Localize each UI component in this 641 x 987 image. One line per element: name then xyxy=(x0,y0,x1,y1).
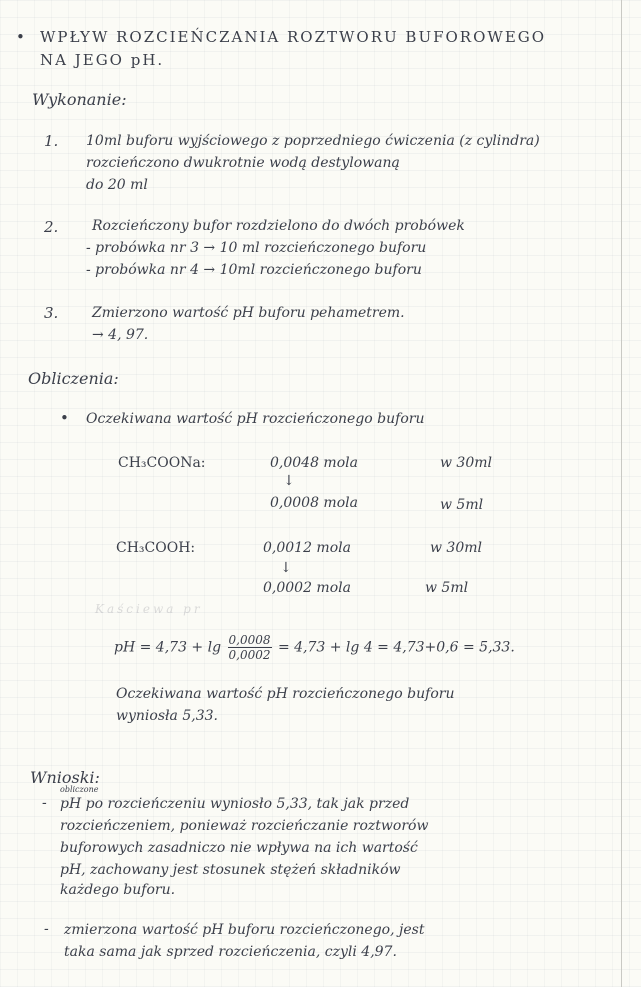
step-1-line: do 20 ml xyxy=(86,177,148,193)
conclusion-1-line: pH, zachowany jest stosunek stężeń składników xyxy=(60,862,401,878)
step-3-line: → 4, 97. xyxy=(92,327,149,343)
conclusion-2-line: taka sama jak sprzed rozcieńczenia, czyli 4,97. xyxy=(64,944,397,960)
conclusion-1-line: buforowych zasadniczo nie wpływa na ich wartość xyxy=(60,840,418,856)
ch3cooh-mol2: 0,0002 mola xyxy=(263,580,351,596)
step-3-number: 3. xyxy=(44,304,59,322)
section-header-obliczenia: Obliczenia: xyxy=(28,369,119,388)
ch3cooh-label: CH₃COOH: xyxy=(116,540,196,556)
ch3coona-label: CH₃COONa: xyxy=(118,455,206,471)
ph-equation xyxy=(114,634,515,661)
equation-right: = 4,73 + lg 4 = 4,73+0,6 = 5,33. xyxy=(277,639,515,656)
ch3cooh-arrow: ↓ xyxy=(280,560,292,576)
conclusion-2-line: zmierzona wartość pH buforu rozcieńczonego, jest xyxy=(64,922,425,938)
conclusion-1-dash: - xyxy=(42,795,47,811)
inserted-word-superscript: obliczone xyxy=(60,785,99,794)
step-1-line: rozcieńczono dwukrotnie wodą destylowaną xyxy=(86,155,400,171)
page-title-line1: WPŁYW ROZCIEŃCZANIA ROZTWORU BUFOROWEGO xyxy=(40,28,547,46)
expected-result-line2: wyniosła 5,33. xyxy=(116,708,218,724)
margin-line xyxy=(621,0,622,987)
ch3cooh-vol1: w 30ml xyxy=(430,540,483,556)
fraction-denominator: 0,0002 xyxy=(228,648,271,662)
step-1-number: 1. xyxy=(44,132,59,150)
expected-result-line1: Oczekiwana wartość pH rozcieńczonego buforu xyxy=(116,686,455,702)
ch3coona-arrow: ↓ xyxy=(283,473,295,489)
conclusion-2-dash: - xyxy=(44,921,49,937)
ch3coona-vol1: w 30ml xyxy=(440,455,493,471)
bullet-dot: • xyxy=(60,409,69,427)
step-2-number: 2. xyxy=(44,218,59,236)
ch3coona-vol2: w 5ml xyxy=(440,497,484,513)
fraction-numerator: 0,0008 xyxy=(228,633,271,647)
conclusion-1-line: pH po rozcieńczeniu wyniosło 5,33, tak jak przed xyxy=(60,796,410,812)
step-1-line: 10ml buforu wyjściowego z poprzedniego ćwiczenia (z cylindra) xyxy=(86,133,540,149)
step-2-line: Rozcieńczony bufor rozdzielono do dwóch probówek xyxy=(92,218,465,234)
ch3coona-mol1: 0,0048 mola xyxy=(270,455,358,471)
conclusion-1-line: każdego buforu. xyxy=(60,882,176,898)
page-title-line2: NA JEGO pH. xyxy=(40,51,165,69)
equation-fraction xyxy=(228,634,272,661)
bleed-through-text: Kaściewa pr xyxy=(95,602,203,616)
step-3-line: Zmierzono wartość pH buforu pehametrem. xyxy=(92,305,405,321)
title-bullet: • xyxy=(16,28,27,46)
step-2-line: - probówka nr 3 → 10 ml rozcieńczonego buforu xyxy=(86,240,427,256)
ch3coona-mol2: 0,0008 mola xyxy=(270,495,358,511)
section-header-wykonanie: Wykonanie: xyxy=(32,90,127,109)
step-2-line: - probówka nr 4 → 10ml rozcieńczonego buforu xyxy=(86,262,422,278)
section-header-wnioski: Wnioski: xyxy=(30,768,100,787)
ch3cooh-mol1: 0,0012 mola xyxy=(263,540,351,556)
expected-ph-heading: Oczekiwana wartość pH rozcieńczonego buforu xyxy=(86,411,425,427)
conclusion-1-line: rozcieńczeniem, ponieważ rozcieńczanie roztworów xyxy=(60,818,429,834)
ch3cooh-vol2: w 5ml xyxy=(425,580,469,596)
equation-left: pH = 4,73 + lg xyxy=(114,639,222,656)
